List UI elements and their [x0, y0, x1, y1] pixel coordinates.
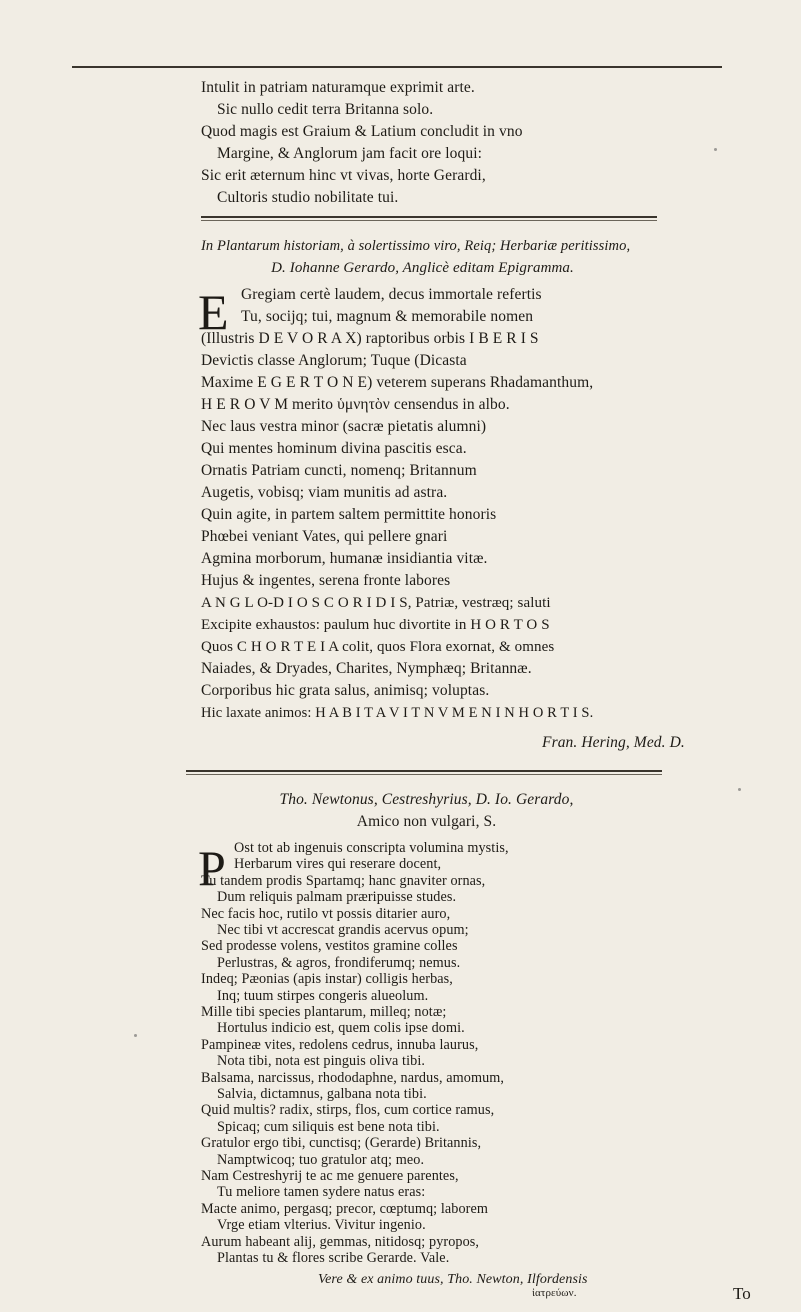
poem-line: Salvia, dictamnus, galbana nota tibi.	[217, 1086, 427, 1102]
poem-line: Nec facis hoc, rutilo vt possis ditarier auro,	[201, 905, 451, 922]
poem-line: Naiades, & Dryades, Charites, Nymphæq; Britannæ.	[201, 660, 532, 677]
poem-line: Sic erit æternum hinc vt vivas, horte Gerardi,	[201, 167, 486, 184]
poem-line: Dum reliquis palmam præripuisse studes.	[217, 889, 457, 906]
poem-line: Balsama, narcissus, rhododaphne, nardus, amomum,	[201, 1069, 505, 1086]
poem-line: Aurum habeant alij, gemmas, nitidosq; pyropos,	[201, 1233, 480, 1250]
poem-line: Cultoris studio nobilitate tui.	[217, 189, 399, 206]
poem-line: Maxime E G E R T O N E) veterem superans Rhadamanthum,	[201, 374, 594, 391]
poem-line: (Illustris D E V O R A X) raptoribus orbis I B E R I S	[201, 330, 539, 347]
poem-line: Excipite exhaustos: paulum huc divortite in H O R T O S	[201, 617, 550, 633]
poem-line: Nec tibi vt accrescat grandis acervus opum;	[217, 922, 469, 938]
signature: Vere & ex animo tuus, Tho. Newton, Ilfordensis	[318, 1272, 588, 1288]
poem-line: Ornatis Patriam cuncti, nomenq; Britannum	[201, 462, 477, 479]
poem-line: Augetis, vobisq; viam munitis ad astra.	[201, 484, 448, 501]
poem-line: Tu meliore tamen sydere natus eras:	[217, 1184, 426, 1201]
poem-line: Agmina morborum, humanæ insidiantia vitæ.	[201, 550, 488, 567]
poem-heading: Tho. Newtonus, Cestreshyrius, D. Io. Gerardo,	[279, 791, 574, 808]
poem-line: Sic nullo cedit terra Britanna solo.	[217, 101, 434, 118]
poem-line: A N G L O-D I O S C O R I D I S, Patriæ, vestræq; saluti	[201, 595, 551, 611]
poem-line: Tu tandem prodis Spartamq; hanc gnaviter ornas,	[201, 872, 486, 889]
ink-speck	[134, 1034, 137, 1037]
poem-line: Herbarum vires qui reserare docent,	[234, 856, 442, 873]
poem-line: Qui mentes hominum divina pascitis esca.	[201, 440, 467, 457]
poem-line: Sed prodesse volens, vestitos gramine colles	[201, 938, 458, 955]
poem-line: Quid multis? radix, stirps, flos, cum cortice ramus,	[201, 1102, 495, 1119]
poem-line: Intulit in patriam naturamque exprimit arte.	[201, 79, 475, 96]
signature-subscript: ἰατρεύων.	[532, 1287, 577, 1300]
poem-line: Phœbei veniant Vates, qui pellere gnari	[201, 528, 448, 545]
section-rule	[201, 216, 657, 218]
poem-line: Hic laxate animos: H A B I T A V I T N V M E N I N H O R T I S.	[201, 705, 594, 721]
top-rule	[72, 66, 722, 68]
ink-speck	[714, 148, 717, 151]
poem-line: Mille tibi species plantarum, milleq; notæ;	[201, 1004, 447, 1020]
poem-line: Hortulus indicio est, quem colis ipse domi.	[217, 1020, 465, 1037]
poem-line: Nec laus vestra minor (sacræ pietatis alumni)	[201, 418, 487, 435]
ink-speck	[738, 788, 741, 791]
poem-line: Pampineæ vites, redolens cedrus, innuba laurus,	[201, 1036, 479, 1053]
poem-line: Namptwicoq; tuo gratulor atq; meo.	[217, 1151, 425, 1168]
poem-line: Gregiam certè laudem, decus immortale refertis	[241, 286, 542, 303]
catchword: To	[733, 1284, 751, 1304]
signature: Fran. Hering, Med. D.	[542, 734, 685, 751]
section-rule-thin	[201, 220, 657, 221]
section-rule	[186, 770, 662, 772]
poem-line: Inq; tuum stirpes congeris alueolum.	[217, 987, 429, 1004]
poem-line: Devictis classe Anglorum; Tuque (Dicasta	[201, 352, 467, 369]
poem-line: Macte animo, pergasq; precor, cœptumq; laborem	[201, 1200, 489, 1217]
poem-line: Margine, & Anglorum jam facit ore loqui:	[217, 145, 483, 162]
poem-line: Gratulor ergo tibi, cunctisq; (Gerarde) Britannis,	[201, 1135, 482, 1152]
poem-line: Plantas tu & flores scribe Gerarde. Vale.	[217, 1250, 450, 1266]
poem-line: Quos C H O R T E I A colit, quos Flora exornat, & omnes	[201, 639, 555, 655]
poem-heading: Amico non vulgari, S.	[356, 813, 497, 830]
section-rule-thin	[186, 774, 662, 775]
poem-line: Indeq; Pæonias (apis instar) colligis herbas,	[201, 971, 453, 988]
poem-line: Ost tot ab ingenuis conscripta volumina mystis,	[234, 840, 509, 856]
poem-heading: In Plantarum historiam, à solertissimo viro, Reiq; Herbariæ peritissimo,	[201, 238, 631, 254]
poem-line: Vrge etiam vlterius. Vivitur ingenio.	[217, 1217, 426, 1234]
poem-line: Quod magis est Graium & Latium concludit in vno	[201, 123, 523, 140]
drop-capital: P	[198, 840, 226, 896]
poem-heading: D. Iohanne Gerardo, Anglicè editam Epigramma.	[271, 260, 574, 276]
poem-line: Spicaq; cum siliquis est bene nota tibi.	[217, 1118, 440, 1135]
poem-line: Nam Cestreshyrij te ac me genuere parentes,	[201, 1168, 459, 1184]
drop-capital: E	[198, 284, 229, 340]
poem-line: H E R O V M merito ὑμνητὸν censendus in albo.	[201, 396, 510, 413]
poem-line: Nota tibi, nota est pinguis oliva tibi.	[217, 1053, 426, 1070]
poem-line: Tu, socijq; tui, magnum & memorabile nomen	[241, 308, 534, 325]
poem-line: Hujus & ingentes, serena fronte labores	[201, 572, 451, 589]
poem-line: Perlustras, & agros, frondiferumq; nemus.	[217, 954, 461, 971]
poem-line: Quin agite, in partem saltem permittite honoris	[201, 506, 497, 523]
poem-line: Corporibus hic grata salus, animisq; voluptas.	[201, 682, 490, 699]
